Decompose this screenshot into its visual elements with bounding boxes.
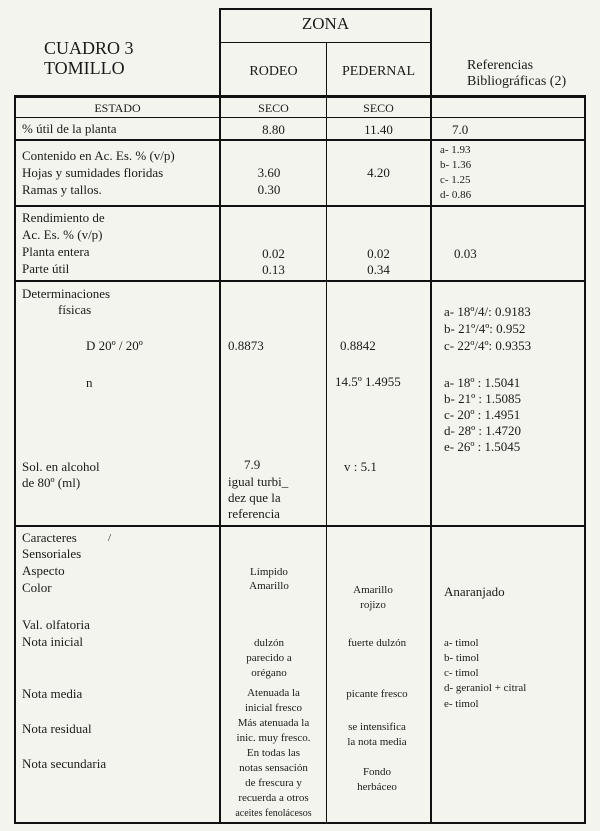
table-bottom-border: [14, 822, 586, 824]
rodeo-residual-1: Más atenuada la: [237, 717, 310, 729]
contenido-label: Contenido en Ac. Es. % (v/p): [22, 148, 175, 163]
color-label: Color: [22, 580, 52, 595]
rodeo-inicial-2: parecido a: [246, 652, 292, 664]
nota-inicial-label: Nota inicial: [22, 634, 84, 649]
sol-rodeo-note-3: referencia: [228, 506, 280, 521]
pedernal-color-2: rojizo: [360, 599, 386, 611]
nota-secundaria-label: Nota secundaria: [22, 756, 107, 771]
rendimiento-label: Rendimiento de: [22, 210, 105, 225]
rodeo-media-2: inicial fresco: [244, 702, 303, 714]
pedernal-secundaria-2: herbáceo: [357, 781, 397, 793]
rodeo-media-1: Atenuada la: [247, 687, 300, 699]
contenido-hojas-label: Hojas y sumidades floridas: [22, 165, 164, 180]
parte-util-label: Parte útil: [22, 261, 70, 276]
olf-ref-a: a- timol: [444, 637, 479, 649]
density-label: D 20º / 20º: [86, 338, 143, 353]
contenido-ref-b: b- 1.36: [440, 159, 472, 171]
rodeo-secundaria-5: aceites fenolácesos: [235, 808, 312, 819]
ref-color: Anaranjado: [444, 584, 505, 599]
rendimiento-rodeo-entera: 0.02: [262, 246, 285, 261]
util-label: % útil de la planta: [22, 121, 117, 136]
olf-ref-b: b- timol: [444, 652, 480, 664]
contenido-rodeo-ramas: 0.30: [257, 182, 281, 197]
olf-ref-d: d- geraniol + citral: [444, 682, 527, 694]
divider-rodeo-pedernal: [326, 42, 327, 824]
divider-pedernal-ref: [430, 8, 432, 824]
row-border-4: [14, 525, 586, 527]
rendimiento-pedernal-entera: 0.02: [367, 246, 390, 261]
zona-header: ZONA: [301, 14, 350, 33]
pedernal-residual-1: se intensifica: [348, 721, 406, 733]
sol-label: Sol. en alcohol: [22, 459, 100, 474]
nota-residual-label: Nota residual: [22, 721, 92, 736]
header-bottom-border: [14, 95, 586, 98]
n-ref-a: a- 18º : 1.5041: [444, 375, 521, 390]
table-subtitle: TOMILLO: [44, 58, 125, 78]
rodeo-aspecto-2: Amarillo: [249, 580, 289, 592]
density-rodeo: 0.8873: [228, 338, 264, 353]
rodeo-secundaria-1: En todas las: [246, 747, 301, 759]
row-border-2: [14, 205, 586, 207]
pedernal-secundaria-1: Fondo: [362, 766, 392, 778]
n-label: n: [86, 375, 93, 390]
n-ref-d: d- 28º : 1.4720: [444, 423, 521, 438]
row-border-3: [14, 280, 586, 282]
pedernal-header: PEDERNAL: [341, 64, 416, 79]
rendimiento-ref-entera: 0.03: [454, 246, 477, 261]
rendimiento-unit-label: Ac. Es. % (v/p): [22, 227, 103, 242]
nota-media-label: Nota media: [22, 686, 83, 701]
contenido-ramas-label: Ramas y tallos.: [22, 182, 102, 197]
caracteres-mark: /: [108, 532, 112, 544]
left-border: [14, 95, 16, 824]
right-border: [584, 95, 586, 824]
estado-label: ESTADO: [94, 101, 141, 115]
fisicas-sublabel: físicas: [58, 302, 92, 317]
contenido-ref-c: c- 1.25: [440, 174, 471, 186]
rodeo-inicial-3: orégano: [251, 667, 287, 679]
pedernal-color-1: Amarillo: [353, 584, 393, 596]
density-pedernal: 0.8842: [340, 338, 376, 353]
caracteres-label: Caracteres: [22, 530, 77, 545]
n-ref-c: c- 20º : 1.4951: [444, 407, 521, 422]
rodeo-inicial-1: dulzón: [254, 637, 284, 649]
rodeo-secundaria-4: recuerda a otros: [238, 792, 309, 804]
util-pedernal: 11.40: [364, 122, 393, 137]
rodeo-header: RODEO: [249, 64, 298, 79]
density-ref-c: c- 22º/4º: 0.9353: [444, 338, 532, 353]
fisicas-label: Determinaciones: [22, 286, 111, 301]
n-pedernal: 14.5º 1.4955: [335, 374, 401, 389]
olf-ref-e: e- timol: [444, 698, 479, 710]
rodeo-secundaria-3: de frescura y: [245, 777, 302, 789]
contenido-ref-a: a- 1.93: [440, 144, 471, 156]
row-border-1: [14, 139, 586, 141]
table-title: CUADRO 3: [44, 38, 134, 58]
rodeo-residual-2: inic. muy fresco.: [236, 732, 311, 744]
util-rodeo: 8.80: [262, 122, 285, 137]
planta-entera-label: Planta entera: [22, 244, 90, 259]
sensoriales-label: Sensoriales: [22, 546, 82, 561]
sol-rodeo-note-2: dez que la: [228, 490, 281, 505]
util-ref: 7.0: [452, 122, 469, 137]
density-ref-b: b- 21º/4º: 0.952: [444, 321, 526, 336]
ref-header-line2: Bibliográficas (2): [467, 74, 567, 89]
ref-header-line1: Referencias: [467, 58, 534, 73]
olf-ref-c: c- timol: [444, 667, 479, 679]
sol-rodeo-value: 7.9: [244, 457, 261, 472]
val-olfatoria-label: Val. olfatoria: [22, 617, 90, 632]
density-ref-a: a- 18º/4/: 0.9183: [444, 304, 531, 319]
sol-pedernal: v : 5.1: [344, 459, 377, 474]
rodeo-aspecto-1: Límpido: [250, 566, 288, 578]
rendimiento-rodeo-util: 0.13: [262, 262, 285, 277]
sol-rodeo-note-1: igual turbi_: [228, 474, 289, 489]
pedernal-inicial: fuerte dulzón: [347, 637, 407, 649]
estado-bottom-border: [14, 117, 586, 118]
rendimiento-pedernal-util: 0.34: [367, 262, 390, 277]
contenido-pedernal-hojas: 4.20: [367, 165, 390, 180]
n-ref-e: e- 26º : 1.5045: [444, 439, 521, 454]
contenido-rodeo-hojas: 3.60: [257, 165, 281, 180]
rodeo-secundaria-2: notas sensación: [239, 762, 308, 774]
estado-pedernal: SECO: [363, 101, 394, 115]
n-ref-b: b- 21º : 1.5085: [444, 391, 521, 406]
pedernal-media: picante fresco: [346, 688, 408, 700]
estado-rodeo: SECO: [258, 101, 289, 115]
pedernal-residual-2: la nota media: [347, 736, 407, 748]
zona-top-border: [219, 8, 432, 10]
aspecto-label: Aspecto: [22, 563, 65, 578]
contenido-ref-d: d- 0.86: [440, 189, 472, 201]
sol-unit-label: de 80º (ml): [22, 475, 81, 490]
